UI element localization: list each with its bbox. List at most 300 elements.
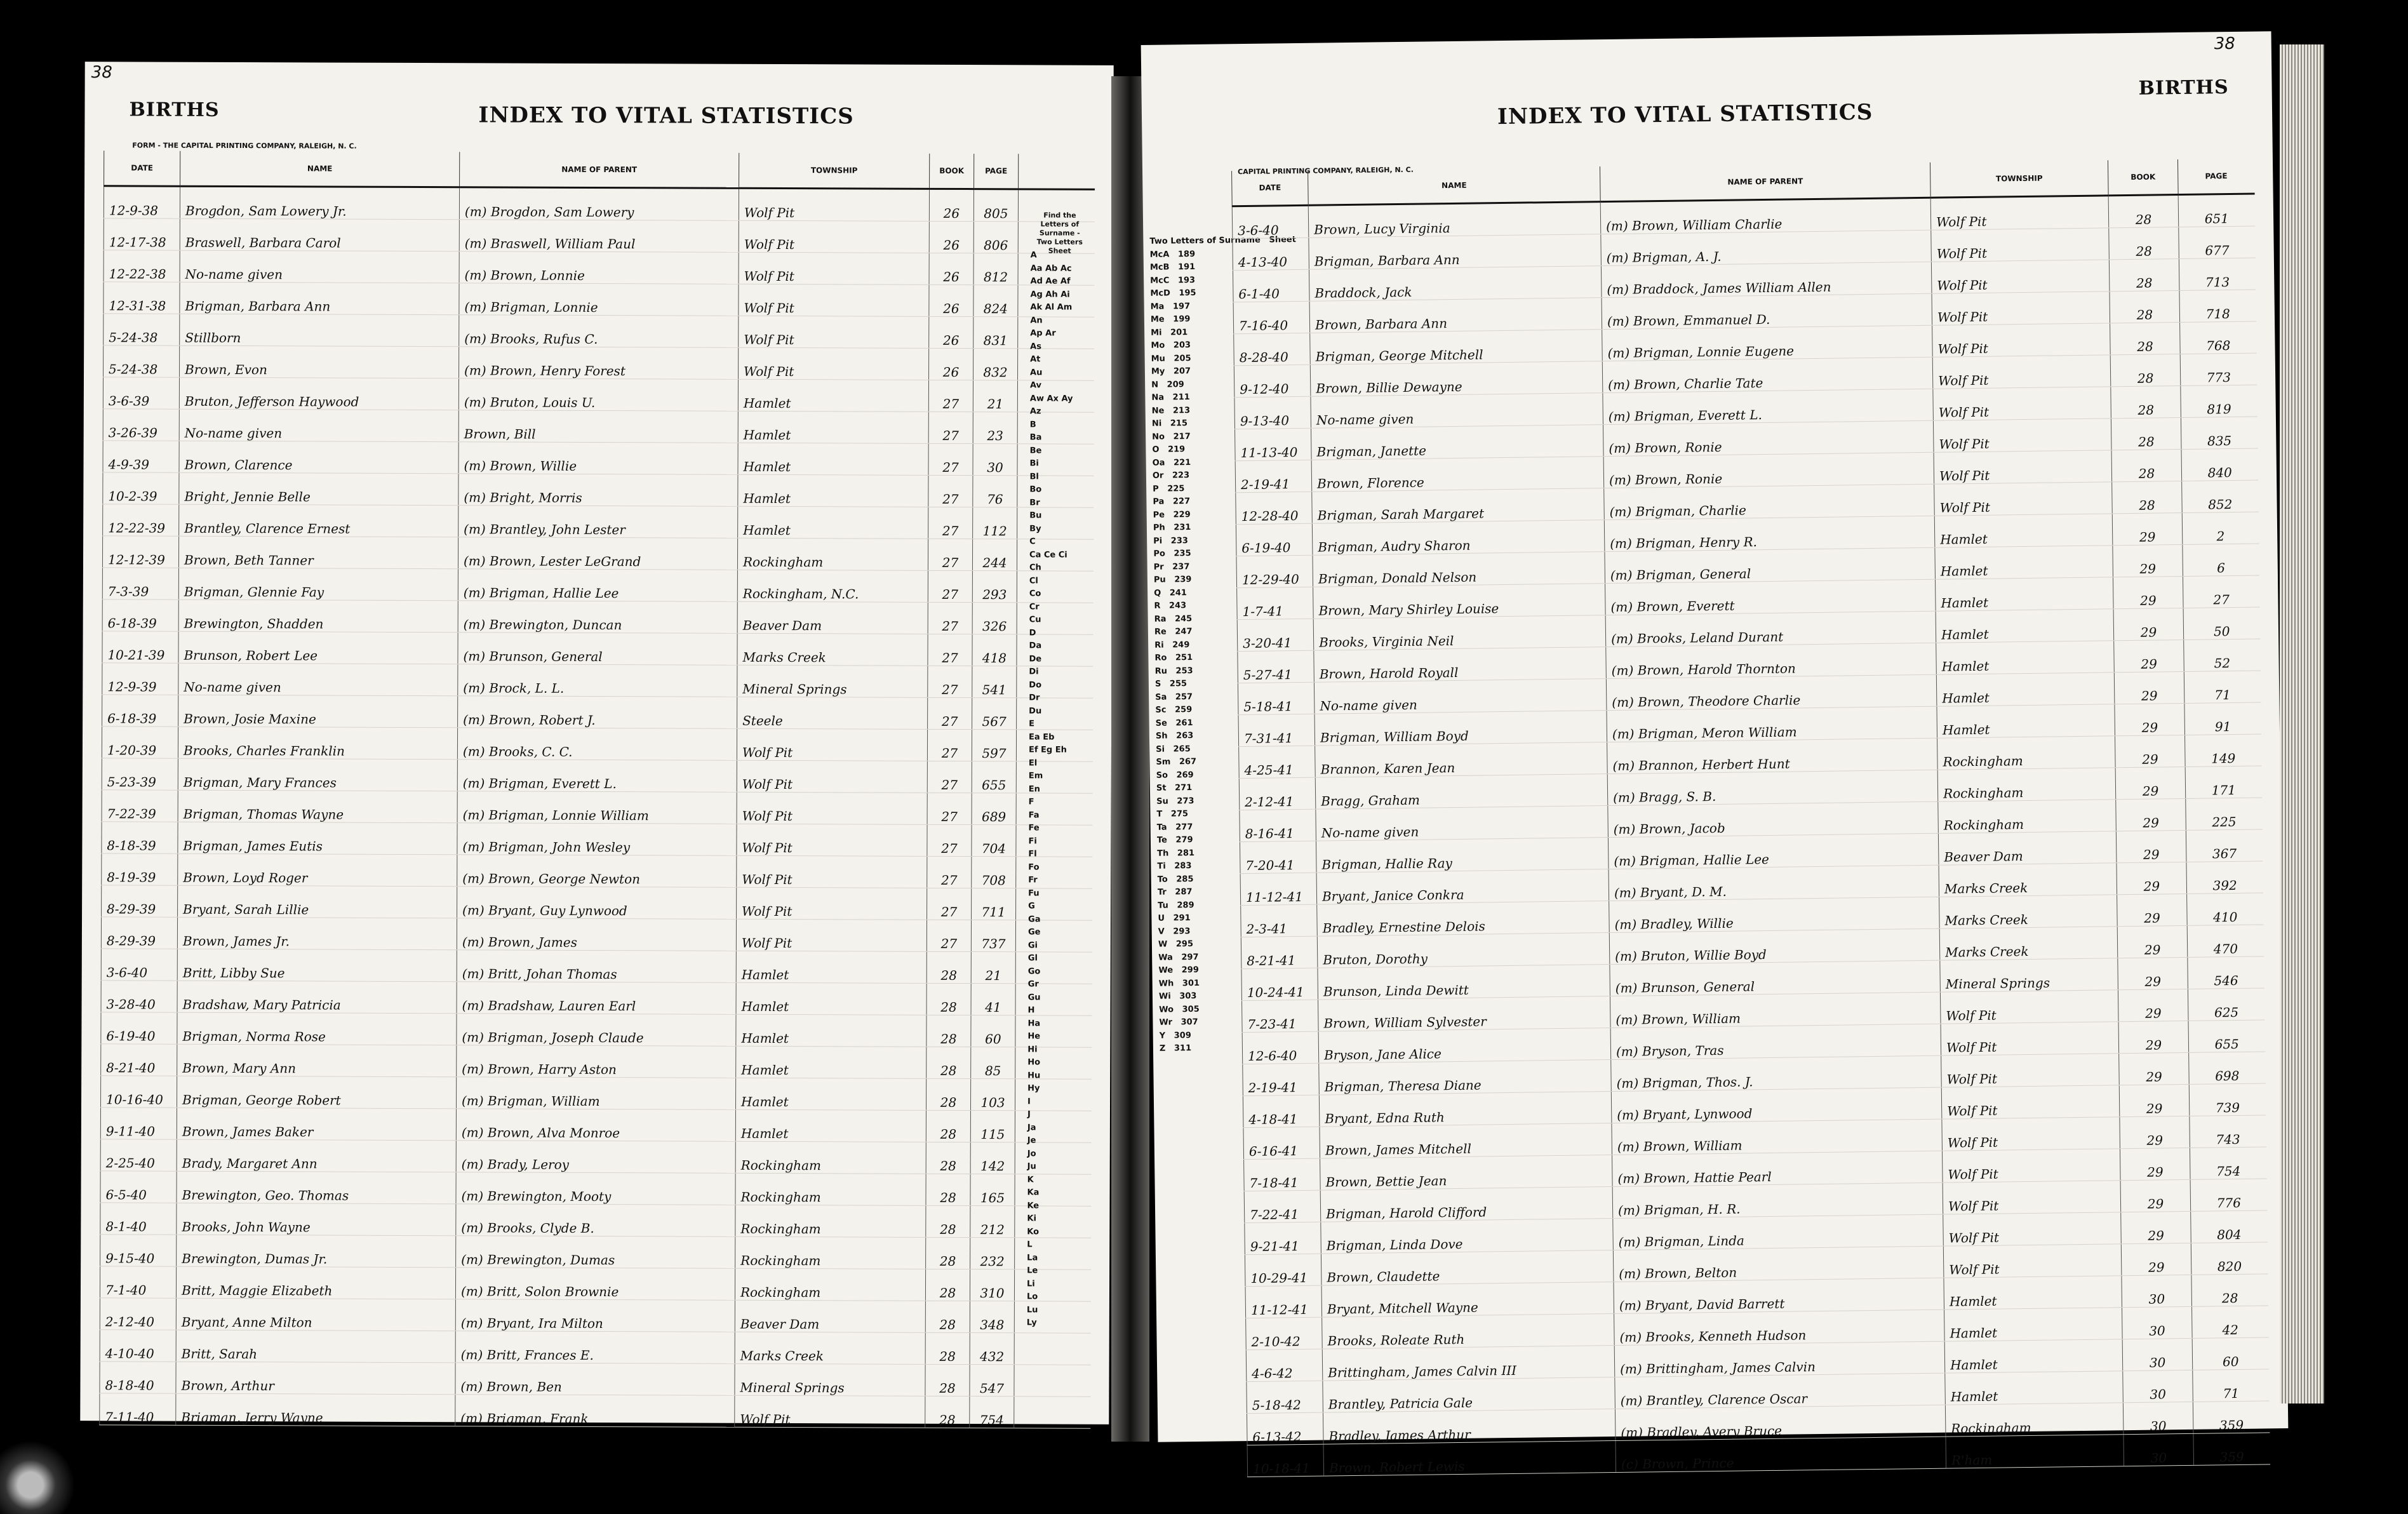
col-township: TOWNSHIP (1930, 160, 2108, 198)
row-book: 27 (928, 570, 972, 602)
row-parent: (m) Brown, Jacob (1608, 801, 1939, 837)
row-book: 28 (926, 1174, 970, 1205)
row-township: R'ham (1946, 1435, 2124, 1468)
row-date: 5-18-42 (1247, 1381, 1323, 1413)
row-date: 2-12-40 (100, 1298, 176, 1330)
row-name: Brogdon, Sam Lowery Jr. (180, 186, 459, 220)
row-parent: (m) Brown, Lonnie (459, 251, 739, 285)
row-name: Brooks, John Wayne (177, 1203, 456, 1236)
row-date: 11-13-40 (1235, 428, 1312, 460)
table-row (102, 790, 1092, 825)
row-township: Hamlet (1945, 1371, 2124, 1405)
row-township: Wolf Pit (737, 760, 927, 793)
row-township: Rockingham (737, 538, 928, 570)
row-book: 29 (2121, 1211, 2191, 1243)
row-date: 12-9-39 (102, 663, 178, 695)
row-name: Brewington, Geo. Thomas (177, 1171, 456, 1204)
row-name: Brigman, James Eutis (178, 822, 457, 855)
row-date: 8-21-40 (101, 1044, 177, 1076)
row-page: 754 (970, 1397, 1014, 1428)
row-page: 42 (2192, 1306, 2269, 1338)
row-parent: (m) Brown, James (457, 918, 736, 951)
right-title-heading: INDEX TO VITAL STATISTICS (1497, 99, 1873, 130)
row-name: Brigman, Donald Nelson (1313, 552, 1605, 587)
row-date: 2-12-41 (1239, 777, 1316, 810)
row-name: Brigman, Hallie Ray (1316, 838, 1609, 873)
row-page: 546 (2188, 956, 2264, 989)
row-name: Brooks, Virginia Neil (1313, 615, 1606, 651)
row-date: 12-29-40 (1236, 555, 1313, 587)
row-parent: (m) Brewington, Dumas (456, 1236, 735, 1269)
row-name: Brigman, Audry Sharon (1312, 520, 1605, 556)
row-date: 7-3-39 (102, 568, 178, 600)
row-name: Bruton, Jefferson Haywood (179, 377, 458, 410)
row-parent: (m) Brooks, Kenneth Hudson (1614, 1310, 1945, 1345)
row-book: 27 (927, 729, 972, 761)
row-book: 28 (926, 983, 971, 1015)
row-name: Brown, Loyd Roger (178, 854, 457, 887)
row-parent: (m) Brown, William (1612, 1119, 1943, 1155)
row-page: 832 (973, 349, 1017, 380)
row-parent: (m) Bryson, Tras (1610, 1024, 1941, 1059)
row-township: Hamlet (736, 982, 926, 1015)
row-parent: (m) Brown, Belton (1613, 1246, 1944, 1282)
row-parent: (m) Brooks, Rufus C. (459, 315, 739, 348)
row-parent: (m) Brown, Ronie (1603, 452, 1934, 488)
row-date: 5-18-41 (1238, 682, 1314, 714)
row-page: 689 (972, 793, 1016, 825)
row-township: Hamlet (735, 1109, 926, 1142)
row-date: 2-10-42 (1246, 1317, 1323, 1350)
row-name: No-name given (180, 250, 459, 283)
row-township: Rockingham (735, 1173, 926, 1205)
row-parent: (m) Brigman, H. R. (1612, 1182, 1943, 1218)
table-row (100, 1330, 1090, 1365)
row-township: Wolf Pit (739, 347, 929, 380)
row-date: 2-19-41 (1235, 460, 1312, 492)
row-parent: (m) Brigman, John Wesley (457, 823, 737, 856)
table-row (102, 727, 1092, 761)
row-parent: (m) Brigman, General (1605, 547, 1936, 583)
row-name: Brunson, Robert Lee (178, 631, 458, 664)
row-name: Bryant, Mitchell Wayne (1321, 1282, 1614, 1318)
row-name: Stillborn (180, 314, 459, 347)
row-page: 91 (2184, 702, 2261, 735)
row-parent: (m) Brigman, Hallie Lee (1608, 833, 1939, 869)
row-date: 8-28-40 (1234, 333, 1311, 365)
table-row (100, 1203, 1091, 1238)
row-book: 30 (2122, 1306, 2193, 1339)
row-name: Bradshaw, Mary Patricia (177, 981, 457, 1014)
table-row (100, 1108, 1091, 1142)
row-township: Wolf Pit (1932, 323, 2111, 357)
row-page: 115 (970, 1111, 1015, 1142)
table-row (102, 822, 1092, 857)
row-page: 820 (2191, 1242, 2268, 1275)
row-township: Wolf Pit (739, 188, 929, 221)
row-parent: (m) Brown, Hattie Pearl (1612, 1151, 1943, 1186)
row-parent: (m) Brittingham, James Calvin (1614, 1341, 1945, 1377)
row-date: 8-29-39 (101, 917, 177, 949)
row-name: Brown, Mary Ann (177, 1044, 457, 1077)
row-township: Wolf Pit (739, 284, 929, 316)
row-township: Wolf Pit (1932, 291, 2110, 325)
row-page: 824 (973, 285, 1018, 317)
row-township: Beaver Dam (1938, 831, 2117, 865)
row-date: 5-24-38 (104, 314, 180, 345)
row-book: 26 (928, 348, 973, 380)
row-book: 28 (925, 1301, 970, 1332)
row-name: Brown, Josie Maxine (178, 695, 458, 728)
row-township: Wolf Pit (1930, 196, 2109, 230)
row-township: Wolf Pit (1941, 1085, 2120, 1119)
row-book: 29 (2118, 1021, 2189, 1053)
row-book: 28 (2110, 291, 2180, 323)
row-parent: (m) Britt, Frances E. (455, 1331, 735, 1364)
row-date: 7-23-41 (1242, 1000, 1319, 1032)
row-book: 27 (928, 443, 973, 475)
row-name: Brown, James Jr. (177, 917, 457, 950)
row-page: 547 (970, 1365, 1014, 1397)
row-date: 6-13-42 (1247, 1412, 1323, 1445)
row-parent: (m) Brown, Everett (1605, 579, 1936, 615)
row-parent: (m) Brigman, Frank (455, 1395, 735, 1428)
row-date: 12-28-40 (1236, 492, 1313, 524)
row-date: 7-20-41 (1240, 841, 1316, 873)
col-page: PAGE (974, 154, 1019, 189)
right-births-table (1231, 159, 2270, 1478)
row-name: Bradley, Ernestine Delois (1317, 901, 1610, 937)
row-parent: (m) Brigman, Everett L. (1603, 389, 1934, 424)
row-date: 8-1-40 (100, 1203, 177, 1235)
row-book: 27 (928, 412, 973, 443)
row-name: Brown, Harold Royall (1314, 647, 1607, 683)
row-book: 29 (2112, 512, 2183, 545)
row-book: 28 (926, 1015, 971, 1047)
row-name: Brantley, Clarence Ernest (179, 504, 458, 537)
table-row (100, 1393, 1090, 1428)
row-book: 29 (2118, 957, 2188, 989)
row-parent: (m) Brown, Theodore Charlie (1606, 674, 1937, 710)
table-row (100, 1266, 1090, 1301)
col-date: DATE (1232, 170, 1309, 206)
row-page: 2 (2182, 512, 2259, 544)
row-name: Brewington, Dumas Jr. (177, 1235, 456, 1268)
row-parent: Brown, Bill (458, 410, 738, 443)
row-township: Hamlet (1944, 1339, 2123, 1373)
row-township: Wolf Pit (1933, 387, 2111, 420)
row-parent: (m) Bruton, Louis U. (458, 378, 738, 412)
row-book: 27 (927, 856, 972, 888)
row-page: 165 (970, 1174, 1015, 1206)
row-parent: (m) Brown, Charlie Tate (1602, 357, 1933, 392)
row-parent: (m) Brooks, Clyde B. (456, 1204, 735, 1237)
row-page: 6 (2183, 544, 2259, 576)
row-name: Bryant, Sarah Lillie (178, 885, 457, 918)
row-parent: (c) Brown, Prince (1615, 1437, 1946, 1472)
row-township: Wolf Pit (739, 316, 929, 348)
row-date: 3-26-39 (103, 409, 179, 441)
row-page: 171 (2185, 766, 2262, 798)
row-township: Wolf Pit (1931, 228, 2110, 262)
row-book: 28 (2109, 259, 2179, 291)
row-name: Brigman, Janette (1311, 425, 1604, 460)
row-township: Hamlet (738, 474, 928, 507)
row-book: 29 (2113, 608, 2184, 640)
row-date: 6-19-40 (1236, 523, 1313, 556)
row-date: 10-29-41 (1245, 1254, 1321, 1286)
row-parent: (m) Bradley, Willie (1609, 897, 1940, 932)
row-name: Brown, Clarence (179, 441, 458, 474)
row-township: Wolf Pit (737, 824, 927, 856)
row-township: Hamlet (1944, 1276, 2122, 1310)
row-date: 8-19-39 (102, 854, 178, 885)
row-township: Hamlet (1935, 577, 2113, 611)
row-page: 704 (972, 825, 1016, 857)
scan-stain (0, 1442, 76, 1514)
row-book: 29 (2120, 1179, 2191, 1212)
row-township: Wolf Pit (1943, 1212, 2122, 1246)
table-row (103, 409, 1094, 444)
col-book: BOOK (2108, 159, 2178, 196)
row-name: Brown, Lucy Virginia (1308, 202, 1601, 238)
row-name: Bragg, Graham (1315, 774, 1608, 810)
row-name: Britt, Maggie Elizabeth (176, 1266, 455, 1299)
row-name: Bryant, Janice Conkra (1316, 869, 1609, 905)
row-book: 26 (929, 285, 973, 316)
left-ledger-page (80, 62, 1113, 1428)
table-row (103, 472, 1094, 507)
row-township: Wolf Pit (1933, 419, 2111, 452)
row-page: 103 (970, 1079, 1015, 1111)
row-name: Britt, Libby Sue (177, 949, 457, 982)
row-page: 359 (2193, 1433, 2270, 1465)
row-date: 2-3-41 (1241, 904, 1318, 937)
col-page: PAGE (2177, 159, 2254, 195)
row-date: 8-16-41 (1240, 809, 1316, 841)
table-row (102, 600, 1093, 634)
row-parent: (m) Brigman, Joseph Claude (457, 1014, 736, 1047)
table-row (102, 854, 1092, 888)
row-date: 1-20-39 (102, 727, 178, 758)
table-row (102, 536, 1093, 571)
row-parent: (m) Brogdon, Sam Lowery (459, 187, 739, 221)
row-township: Wolf Pit (1932, 355, 2111, 389)
row-parent: (m) Bryant, D. M. (1609, 865, 1939, 901)
row-book: 27 (928, 666, 972, 697)
col-book: BOOK (930, 154, 974, 189)
row-township: Hamlet (1936, 641, 2115, 674)
row-page: 71 (2193, 1369, 2270, 1402)
row-parent: (m) Brigman, Everett L. (457, 760, 737, 793)
row-book: 27 (928, 697, 972, 729)
row-name: Braddock, Jack (1309, 266, 1602, 302)
row-page: 754 (2190, 1147, 2266, 1179)
row-date: 7-1-40 (100, 1266, 176, 1298)
row-date: 5-23-39 (102, 758, 178, 790)
row-parent: (m) Bradshaw, Lauren Earl (457, 982, 736, 1015)
row-township: Rockingham (735, 1268, 925, 1301)
row-date: 12-17-38 (104, 218, 180, 250)
row-parent: (m) Brigman, Linda (1613, 1214, 1944, 1250)
row-township: Hamlet (1935, 546, 2113, 579)
row-date: 10-18-41 (1247, 1444, 1324, 1477)
row-book: 27 (926, 920, 971, 951)
row-name: Bryant, Anne Milton (176, 1298, 455, 1331)
row-township: Marks Creek (737, 633, 928, 666)
table-row (104, 282, 1094, 317)
row-date: 3-6-40 (1232, 205, 1309, 238)
row-book: 27 (927, 793, 972, 824)
row-page: 21 (973, 380, 1017, 412)
row-township: Wolf Pit (1942, 1117, 2120, 1151)
row-parent: (m) Bryant, David Barrett (1614, 1278, 1944, 1313)
row-township: Wolf Pit (1940, 990, 2118, 1024)
row-date: 9-12-40 (1234, 365, 1311, 397)
row-book: 30 (2122, 1275, 2192, 1307)
col-name: NAME (1308, 166, 1601, 205)
row-name: Brigman, Sarah Margaret (1312, 488, 1605, 524)
table-row (104, 186, 1094, 222)
row-date: 12-22-39 (103, 504, 179, 536)
row-name: Brittingham, James Calvin III (1322, 1345, 1615, 1381)
row-date: 8-18-39 (102, 822, 178, 854)
row-page: 806 (973, 222, 1018, 253)
row-page: 625 (2188, 988, 2264, 1021)
row-parent: (m) Brewington, Duncan (458, 601, 737, 634)
row-name: Brunson, Linda Dewitt (1318, 965, 1610, 1000)
row-parent: (m) Bryant, Guy Lynwood (457, 887, 737, 920)
row-book: 28 (2108, 195, 2179, 228)
row-township: Hamlet (1937, 704, 2115, 738)
row-book: 29 (2119, 1084, 2190, 1116)
row-township: Hamlet (738, 506, 928, 539)
row-book: 26 (929, 221, 973, 253)
row-book: 28 (2110, 323, 2181, 355)
row-parent: (m) Brunson, General (458, 633, 737, 666)
row-page: 840 (2181, 448, 2258, 481)
row-parent: (m) Brigman, William (456, 1077, 735, 1110)
row-township: Wolf Pit (1943, 1244, 2122, 1278)
left-rows (100, 186, 1095, 1428)
row-township: Hamlet (738, 411, 928, 443)
row-township: Wolf Pit (1934, 482, 2113, 516)
row-name: No-name given (1316, 806, 1609, 841)
row-name: Brown, William Sylvester (1318, 996, 1611, 1032)
table-row (102, 663, 1093, 698)
row-page: 212 (970, 1206, 1015, 1238)
row-township: Rockingham, N.C. (737, 570, 928, 602)
letter-index-tabs: A Aa Ab Ac Ad Ae Af Ag Ah Ai Ak Al Am An Ap Ar As At Au Av Aw Ax Ay Az B Ba Be Bi Bl Bo Br Bu By C Ca Ce Ci Ch Cl Co Cr Cu D Da De Di Do Dr Du E Ea Eb Ef Eg Eh El Em En F Fa Fe Fi Fl Fo Fr Fu G Ga Ge Gi Gl Go Gr Gu H Ha He Hi Ho Hu Hy I J Ja Je Jo Ju K Ka Ke Ki Ko L La Le Li Lo Lu Ly (1026, 250, 1073, 1328)
row-parent: (m) Brooks, C. C. (457, 728, 737, 761)
row-name: Brigman, Theresa Diane (1319, 1060, 1612, 1095)
row-date: 4-6-42 (1246, 1349, 1323, 1381)
row-date: 10-21-39 (102, 631, 178, 663)
row-date: 9-21-41 (1245, 1222, 1321, 1254)
row-parent: (m) Brigman, Lonnie William (457, 791, 737, 824)
row-book: 29 (2117, 862, 2187, 894)
row-date: 3-6-39 (103, 377, 179, 409)
table-row (101, 981, 1092, 1015)
row-book: 28 (2109, 227, 2179, 260)
row-name: Brown, Mary Shirley Louise (1313, 584, 1606, 619)
row-parent: (m) Brooks, Leland Durant (1605, 611, 1936, 646)
row-book: 28 (926, 1078, 970, 1110)
row-page: 326 (972, 603, 1017, 634)
row-name: Brown, Florence (1311, 457, 1604, 492)
row-page: 677 (2179, 226, 2256, 258)
table-row (104, 345, 1094, 380)
row-name: Britt, Sarah (176, 1330, 455, 1363)
row-name: Bright, Jennie Belle (179, 472, 458, 506)
row-name: Brown, Billie Dewayne (1310, 361, 1603, 397)
row-date: 5-27-41 (1238, 650, 1314, 683)
row-name: Braswell, Barbara Carol (180, 218, 459, 251)
row-date: 10-16-40 (100, 1076, 177, 1108)
row-page: 776 (2190, 1179, 2267, 1211)
row-parent: (m) Brewington, Mooty (456, 1172, 735, 1205)
row-name: Brigman, Thomas Wayne (178, 790, 457, 823)
row-date: 7-16-40 (1233, 301, 1310, 333)
row-page: 773 (2180, 353, 2257, 385)
row-date: 6-16-41 (1243, 1127, 1320, 1159)
row-parent: (m) Brigman, Lonnie (459, 283, 739, 316)
row-page: 85 (971, 1047, 1015, 1079)
row-parent: (m) Brown, Ben (455, 1363, 735, 1396)
row-township: Mineral Springs (735, 1363, 925, 1396)
row-parent: (m) Brantley, John Lester (458, 506, 738, 539)
row-book: 27 (928, 539, 972, 570)
row-name: Brooks, Roleate Ruth (1322, 1314, 1615, 1350)
row-date: 8-21-41 (1241, 936, 1318, 968)
row-page: 310 (970, 1269, 1014, 1301)
row-page: 739 (2189, 1083, 2266, 1116)
row-parent: (m) Bryant, Lynwood (1611, 1087, 1942, 1123)
row-book: 29 (2115, 735, 2186, 767)
row-township: Mineral Springs (1940, 958, 2118, 992)
row-book: 28 (2111, 449, 2182, 481)
table-row (102, 695, 1093, 730)
row-name: No-name given (179, 409, 458, 442)
row-parent: (m) Brigman, Hallie Lee (458, 569, 737, 602)
row-name: No-name given (1314, 679, 1607, 714)
row-page: 541 (972, 666, 1017, 698)
row-name: Brigman, Barbara Ann (180, 282, 459, 315)
col-date: DATE (104, 151, 180, 186)
table-row (104, 314, 1094, 349)
row-name: Bruton, Dorothy (1317, 933, 1610, 968)
row-name: No-name given (1311, 393, 1603, 429)
row-page: 711 (972, 888, 1016, 920)
row-township: Wolf Pit (737, 728, 927, 761)
row-date: 7-31-41 (1238, 714, 1315, 746)
row-township: Rockingham (1937, 736, 2116, 770)
row-name: Brantley, Patricia Gale (1323, 1377, 1615, 1412)
row-date: 2-25-40 (100, 1139, 177, 1171)
right-printer-imprint: CAPITAL PRINTING COMPANY, RALEIGH, N. C. (1237, 165, 1414, 177)
row-book: 29 (2115, 703, 2185, 735)
left-title-heading: INDEX TO VITAL STATISTICS (478, 102, 854, 130)
row-parent: (m) Bryant, Ira Milton (455, 1299, 735, 1332)
row-date: 3-6-40 (101, 949, 177, 981)
right-ledger-page (1141, 31, 2289, 1477)
row-page: 743 (2190, 1115, 2266, 1148)
row-page: 655 (972, 761, 1016, 793)
row-parent: (m) Brady, Leroy (456, 1141, 735, 1174)
row-township: Wolf Pit (736, 919, 926, 951)
col-name: NAME (180, 151, 460, 187)
row-page: 76 (973, 476, 1017, 507)
